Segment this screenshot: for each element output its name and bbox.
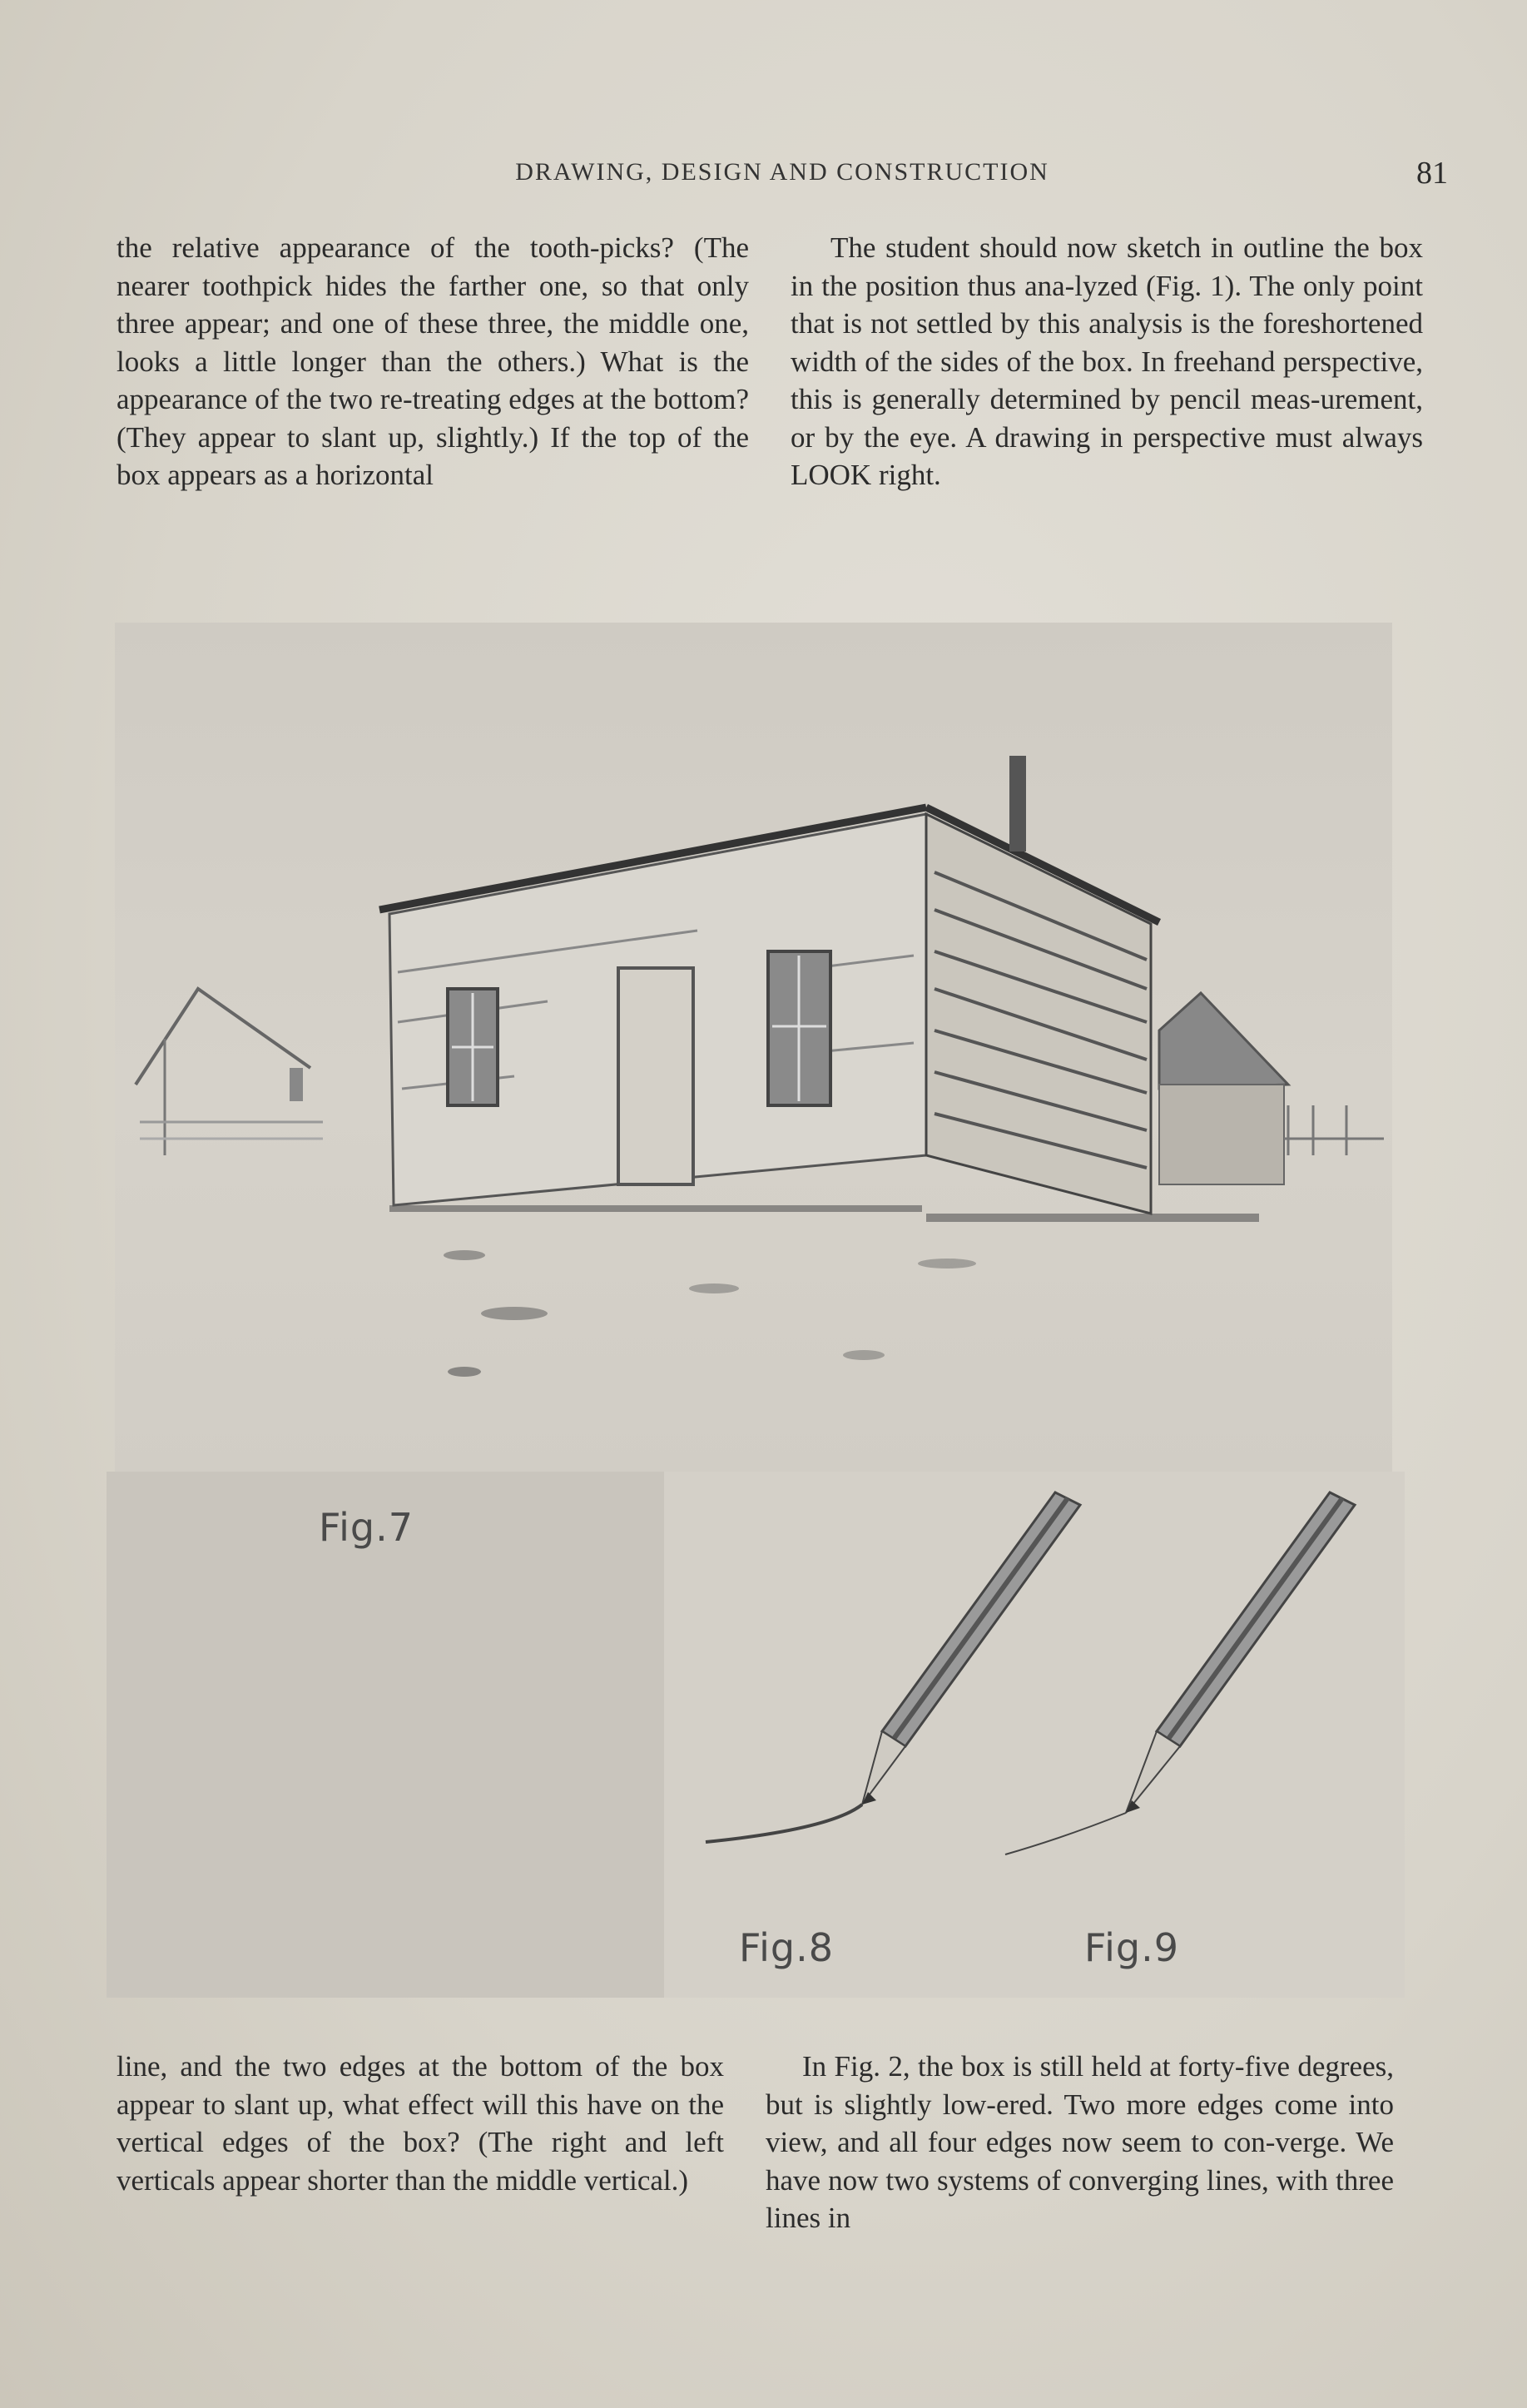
pencil-fig9 <box>1005 1492 1355 1854</box>
text-column-bottom-left <box>117 2048 724 2199</box>
pencil-illustrations <box>664 1472 1405 1998</box>
text-column-bottom-right <box>766 2048 1394 2237</box>
distant-house-left <box>136 989 323 1155</box>
cabin <box>379 756 1159 1214</box>
fig8-label: Fig.8 <box>739 1925 834 1970</box>
house-sketch-drawing <box>115 623 1392 1472</box>
fig7-label: Fig.7 <box>319 1505 414 1550</box>
figure-plate <box>107 623 1405 1998</box>
paragraph-bottom-right: In Fig. 2, the box is still held at forty-five degrees, but is slightly low-ered. Two more edges come into view, and all four edges now seem to con-verge. We have now two systems of converging lines, with three lines in <box>766 2050 1394 2234</box>
running-head: DRAWING, DESIGN AND CONSTRUCTION <box>515 158 1049 186</box>
paragraph-top-right: The student should now sketch in outline the box in the position thus ana-lyzed (Fig. 1). The only point that is not settled by this analysis is the foreshortened width of the sides of the box. In freehand perspective, this is generally determined by pencil meas-urement, or by the eye. A drawing in perspective must always LOOK right. <box>791 231 1423 491</box>
paragraph-bottom-left: line, and the two edges at the bottom of the box appear to slant up, what effect will this have on the vertical edges of the box? (The right and left verticals appear shorter than the middle vertical.) <box>117 2050 724 2197</box>
fig8-fig9-panel <box>664 1472 1405 1998</box>
fig7-panel <box>107 1472 664 1998</box>
paragraph-top-left: the relative appearance of the tooth-picks? (The nearer toothpick hides the farther one, so that only three appear; and one of these three, the middle one, looks a little longer than the others.) What is the appearance of the two re-treating edges at the bottom? (They appear to slant up, slightly.) If the top of the box appears as a horizontal <box>117 231 749 491</box>
house-sketch-image <box>115 623 1392 1472</box>
fig9-label: Fig.9 <box>1084 1925 1179 1970</box>
text-column-top-right <box>791 229 1423 494</box>
text-column-top-left <box>117 229 749 494</box>
ground-marks <box>389 1205 1259 1377</box>
pencil-fig8 <box>706 1492 1080 1842</box>
page-number: 81 <box>1416 156 1448 191</box>
distant-house-right <box>1159 993 1384 1184</box>
